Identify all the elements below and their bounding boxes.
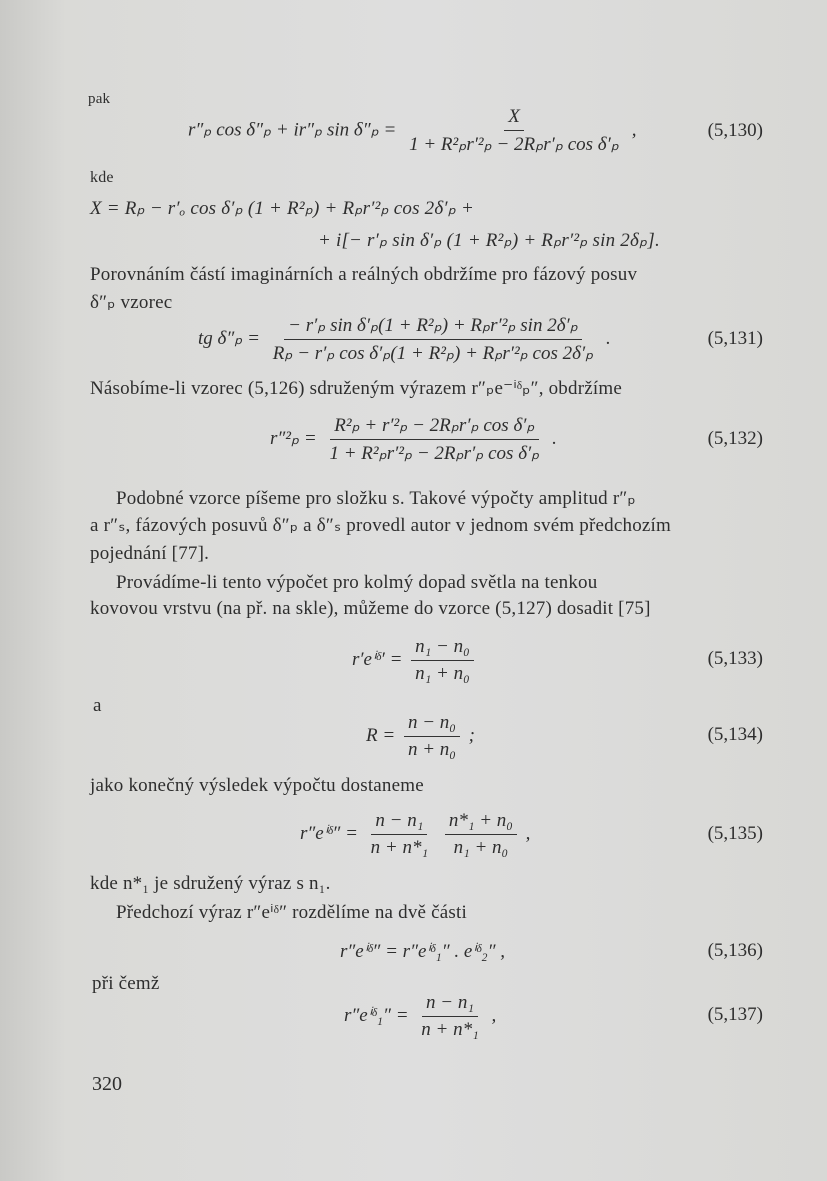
- equation-5-134: [366, 712, 475, 761]
- eq-135-lhs: r″eⁱᵟ″ =: [300, 822, 358, 844]
- eq-133-numerator: n₁ − n₀: [411, 636, 474, 661]
- eq-134-numerator: n − n₀: [404, 712, 460, 737]
- eq-number-5-133: (5,133): [707, 648, 763, 669]
- X-definition-line-2: + i[− r′ₚ sin δ′ₚ (1 + R²ₚ) + Rₚr′²ₚ sin 2δₚ].: [318, 230, 660, 251]
- eq-134-denominator: n + n₀: [407, 739, 456, 760]
- eq-132-numerator: R²ₚ + r′²ₚ − 2Rₚr′ₚ cos δ′ₚ: [330, 414, 538, 440]
- eq-130-lhs: r″ₚ cos δ″ₚ + ir″ₚ sin δ″ₚ =: [188, 119, 397, 141]
- eq-132-tail: .: [552, 427, 557, 449]
- eq-135-denominator-1: n + n*₁: [370, 837, 429, 858]
- eq-132-fraction: [325, 414, 543, 465]
- eq-137-fraction: [417, 992, 482, 1041]
- eq-131-tail: .: [606, 327, 611, 349]
- eq-135-tail: ,: [525, 822, 531, 844]
- eq-number-5-135: (5,135): [707, 823, 763, 844]
- paragraph-1-line-2: δ″ₚ vzorec: [90, 292, 173, 313]
- eq-132-lhs: r″²ₚ =: [270, 427, 317, 449]
- eq-131-denominator: Rₚ − r′ₚ cos δ′ₚ(1 + R²ₚ) + Rₚr′²ₚ cos 2δ′ₚ: [272, 343, 594, 364]
- equation-5-131: [198, 314, 611, 365]
- paragraph-pri-cemz: při čemž: [92, 973, 160, 994]
- eq-137-tail: ,: [491, 1004, 497, 1026]
- eq-133-lhs: r′eⁱᵟ′ =: [352, 648, 403, 670]
- eq-133-fraction: [411, 636, 474, 685]
- eq-131-lhs: tg δ″ₚ =: [198, 327, 260, 349]
- eq-132-denominator: 1 + R²ₚr′²ₚ − 2Rₚr′ₚ cos δ′ₚ: [329, 443, 540, 464]
- eq-130-fraction: [405, 106, 623, 156]
- eq-135-fraction-1: [367, 810, 432, 859]
- eq-135-numerator-1: n − n₁: [371, 810, 427, 835]
- word-a: a: [93, 695, 102, 716]
- paragraph-6: Předchozí výraz r″eⁱᵟ″ rozdělíme na dvě části: [116, 902, 467, 923]
- eq-135-numerator-2: n*₁ + n₀: [445, 810, 517, 835]
- eq-130-tail: ,: [631, 119, 637, 141]
- paragraph-3-line-2: a r″ₛ, fázových posuvů δ″ₚ a δ″ₛ provedl autor v jednom svém předchozím: [90, 515, 671, 536]
- eq-number-5-134: (5,134): [707, 724, 763, 745]
- paragraph-3-line-3: pojednání [77].: [90, 543, 210, 564]
- eq-135-fraction-2: [445, 810, 517, 859]
- paragraph-4-line-2: kovovou vrstvu (na př. na skle), můžeme do vzorce (5,127) dosadit [75]: [90, 598, 651, 619]
- paragraph-1-line-1: Porovnáním částí imaginárních a reálných obdržíme pro fázový posuv: [90, 264, 638, 285]
- equation-5-132: [270, 414, 557, 465]
- eq-number-5-136: (5,136): [707, 940, 763, 961]
- eq-131-numerator: − r′ₚ sin δ′ₚ(1 + R²ₚ) + Rₚr′²ₚ sin 2δ′ₚ: [284, 314, 582, 340]
- eq-134-fraction: [404, 712, 460, 761]
- eq-137-lhs: r″eⁱᵟ₁″ =: [344, 1004, 409, 1026]
- X-definition-line-1: X = Rₚ − r′ₒ cos δ′ₚ (1 + R²ₚ) + Rₚr′²ₚ cos 2δ′ₚ +: [90, 198, 475, 219]
- page-number: 320: [92, 1073, 122, 1095]
- eq-number-5-131: (5,131): [707, 328, 763, 349]
- word-kde: kde: [90, 169, 114, 186]
- eq-131-fraction: [269, 314, 598, 365]
- eq-135-denominator-2: n₁ + n₀: [453, 837, 509, 858]
- equation-5-137: [344, 992, 496, 1041]
- word-pak: pak: [88, 91, 111, 107]
- paragraph-4-line-1: Provádíme-li tento výpočet pro kolmý dopad světla na tenkou: [116, 572, 598, 593]
- eq-130-denominator: 1 + R²ₚr′²ₚ − 2Rₚr′ₚ cos δ′ₚ: [409, 134, 619, 155]
- equation-5-133: [352, 636, 478, 685]
- paragraph-kde-conjugate: kde n*₁ je sdružený výraz s n₁.: [90, 873, 331, 894]
- eq-133-denominator: n₁ + n₀: [415, 663, 470, 684]
- eq-134-tail: ;: [468, 724, 475, 746]
- eq-number-5-137: (5,137): [707, 1004, 763, 1025]
- paragraph-5: jako konečný výsledek výpočtu dostaneme: [90, 775, 424, 796]
- eq-number-5-130: (5,130): [707, 120, 763, 141]
- eq-137-numerator: n − n₁: [422, 992, 478, 1017]
- eq-number-5-132: (5,132): [707, 428, 763, 449]
- eq-134-lhs: R =: [366, 724, 396, 746]
- equation-5-136: r″eⁱᵟ″ = r″eⁱᵟ₁″ . eⁱᵟ₂″ ,: [340, 941, 506, 962]
- eq-137-denominator: n + n*₁: [421, 1019, 479, 1040]
- eq-130-numerator: X: [504, 106, 524, 131]
- equation-5-135: [300, 810, 530, 859]
- equation-5-130: [188, 106, 636, 156]
- paragraph-2: Násobíme-li vzorec (5,126) sdruženým výrazem r″ₚe⁻ⁱᵟₚ″, obdržíme: [90, 378, 622, 399]
- paragraph-3-line-1: Podobné vzorce píšeme pro složku s. Takové výpočty amplitud r″ₚ: [116, 488, 636, 509]
